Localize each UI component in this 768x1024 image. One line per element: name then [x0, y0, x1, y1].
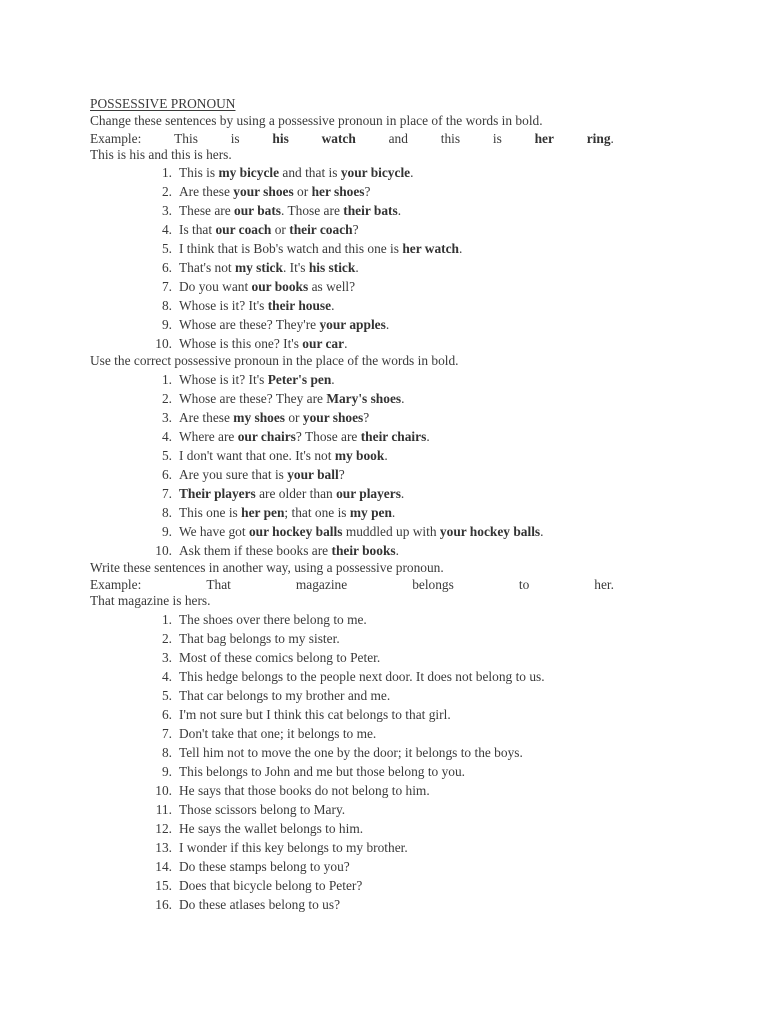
bold-phrase: my book [334, 447, 385, 463]
list-item [90, 315, 614, 334]
list-item [90, 800, 614, 819]
list-item [90, 667, 614, 686]
sentence-text: Are you sure that is [179, 466, 288, 482]
sentence-text: I wonder if this key belongs to my brother. [179, 839, 408, 855]
sentence-text: . [355, 260, 359, 275]
list-item [90, 389, 614, 408]
item-number: 1 . [140, 163, 172, 182]
item-number: 1 . [140, 370, 172, 389]
sentence-text: and that is [279, 165, 341, 180]
sentence-text: Are these [179, 409, 234, 425]
item-number: 3 . [140, 201, 172, 220]
bold-phrase: their books [331, 542, 396, 558]
sentence-text: Ask them if these books are [179, 542, 332, 558]
list-item [90, 781, 614, 800]
item-number: 2 . [140, 629, 172, 648]
bold-phrase: Peter's pen [267, 371, 332, 387]
list-item [90, 334, 614, 353]
sentence-text: . [400, 485, 405, 501]
example-word [587, 130, 614, 147]
bold-phrase: our players [336, 485, 401, 501]
example-word [519, 576, 529, 593]
sentence-text: I don't want that one. It's not [179, 447, 335, 463]
sentence-text: . [385, 317, 390, 332]
sentence-text: Are these [179, 184, 234, 199]
list-item [90, 629, 614, 648]
item-number: 7 . [140, 724, 172, 743]
sentence-text: Most of these comics belong to Peter. [179, 649, 381, 665]
item-number: 5 . [140, 686, 172, 705]
item-number: 13 . [140, 838, 172, 857]
sentence-text: muddled up with [342, 523, 440, 539]
plain-text: magazine [295, 577, 348, 592]
sentence-text: or [285, 409, 303, 425]
item-number: 5 . [140, 239, 172, 258]
sentence-text: ? [364, 184, 371, 199]
item-number: 6 . [140, 465, 172, 484]
sentence-text: . [395, 542, 399, 558]
sentence-text: . It's [282, 260, 309, 275]
item-number: 10 . [140, 781, 172, 800]
plain-text: is [492, 130, 502, 146]
sentence-text: He says that those books do not belong to him. [179, 782, 430, 798]
list-item [90, 277, 614, 296]
example-word [322, 130, 356, 147]
item-number: 9 . [140, 522, 172, 541]
list-item [90, 895, 614, 914]
list-item [90, 427, 614, 446]
item-number: 4 . [140, 220, 172, 239]
plain-text: belongs [412, 577, 454, 592]
bold-phrase: our car [302, 336, 345, 351]
list-item [90, 408, 614, 427]
bold-phrase: his stick [308, 260, 356, 275]
sentence-text: The shoes over there belong to me. [179, 611, 367, 627]
example-word [296, 576, 347, 593]
sentence-text: . [391, 504, 396, 520]
page-title: POSSESSIVE PRONOUN [90, 96, 236, 111]
sentence-text: ? [338, 466, 345, 482]
item-number: 3 . [140, 648, 172, 667]
section2-instruction: Use the correct possessive pronoun in the place of the words in bold. [90, 353, 459, 368]
list-item [90, 465, 614, 484]
bold-phrase: their coach [289, 222, 353, 237]
sentence-text: Does that bicycle belong to Peter? [179, 877, 363, 893]
list-item [90, 163, 614, 182]
sentence-text: That bag belongs to my sister. [179, 630, 340, 646]
item-number: 5 . [140, 446, 172, 465]
section2-list [90, 370, 614, 560]
list-item [90, 503, 614, 522]
list-item [90, 686, 614, 705]
bold-phrase: his [272, 130, 289, 146]
sentence-text: This hedge belongs to the people next door. It does not belong to us. [179, 668, 545, 684]
section1-example-answer: This is his and this is hers. [90, 146, 232, 162]
sentence-text: . [410, 165, 414, 180]
bold-phrase: our coach [215, 222, 272, 237]
sentence-text: Do you want [179, 279, 252, 294]
example-word [174, 130, 198, 147]
sentence-text: Whose are these? They're [179, 317, 320, 332]
item-number: 9 . [140, 762, 172, 781]
sentence-text: Whose is it? It's [179, 371, 268, 387]
worksheet-page [90, 94, 614, 914]
example-word [535, 130, 554, 147]
bold-phrase: my stick [234, 260, 283, 275]
section3-example [90, 576, 614, 593]
example-word [272, 130, 288, 147]
sentence-text: These are [179, 203, 235, 218]
item-number: 8 . [140, 296, 172, 315]
plain-text: Example: [90, 130, 142, 146]
item-number: 10 . [140, 334, 172, 353]
list-item [90, 819, 614, 838]
bold-phrase: their chairs [360, 428, 427, 444]
bold-phrase: our bats [234, 203, 282, 218]
plain-text: That [206, 577, 231, 592]
sentence-text: That's not [179, 260, 235, 275]
list-item [90, 258, 614, 277]
list-item [90, 239, 614, 258]
sentence-text: ? [352, 222, 359, 237]
item-number: 16 . [140, 895, 172, 914]
item-number: 6 . [140, 705, 172, 724]
sentence-text: are older than [255, 485, 337, 501]
bold-phrase: my bicycle [218, 165, 280, 180]
sentence-text: Those scissors belong to Mary. [179, 801, 346, 817]
item-number: 15 . [140, 876, 172, 895]
sentence-text: This one is [179, 504, 242, 520]
list-item [90, 182, 614, 201]
list-item [90, 296, 614, 315]
sentence-text: We have got [179, 523, 249, 539]
sentence-text: ; that one is [284, 504, 350, 520]
plain-text: this [440, 130, 461, 146]
example-word [412, 576, 454, 593]
bold-phrase: your shoes [233, 184, 294, 199]
bold-phrase: my pen [349, 504, 392, 520]
sentence-text: Do these atlases belong to us? [179, 896, 341, 912]
bold-phrase: their house [267, 298, 332, 313]
sentence-text: . [401, 390, 405, 406]
item-number: 8 . [140, 743, 172, 762]
list-item [90, 541, 614, 560]
example-word [493, 130, 502, 147]
bold-phrase: your hockey balls [439, 523, 541, 539]
example-word [231, 130, 240, 147]
item-number: 6 . [140, 258, 172, 277]
item-number: 4 . [140, 427, 172, 446]
sentence-text: ? Those are [295, 428, 361, 444]
sentence-text: I'm not sure but I think this cat belongs to that girl. [179, 706, 451, 722]
example-word [90, 130, 141, 147]
sentence-text: He says the wallet belongs to him. [179, 820, 364, 836]
example-word [594, 576, 614, 593]
sentence-text: Whose is it? It's [179, 298, 268, 313]
list-item [90, 838, 614, 857]
example-word [90, 576, 141, 593]
sentence-text: . [384, 447, 388, 463]
list-item [90, 220, 614, 239]
item-number: 11 . [140, 800, 172, 819]
list-item [90, 484, 614, 503]
list-item [90, 724, 614, 743]
bold-phrase: her shoes [311, 184, 365, 199]
sentence-text: This belongs to John and me but those belong to you. [179, 763, 466, 779]
list-item [90, 743, 614, 762]
section3-list [90, 610, 614, 914]
sentence-text: Tell him not to move the one by the door; it belongs to the boys. [179, 744, 523, 760]
plain-text: to [518, 577, 530, 592]
bold-phrase: their bats [343, 203, 398, 218]
bold-phrase: our chairs [237, 428, 296, 444]
sentence-text: or [293, 184, 312, 199]
plain-text: her. [594, 577, 614, 592]
sentence-text: Where are [179, 428, 238, 444]
sentence-text: . [397, 203, 402, 218]
item-number: 12 . [140, 819, 172, 838]
section3-example-answer: That magazine is hers. [90, 593, 211, 608]
sentence-text: . [344, 336, 348, 351]
list-item [90, 610, 614, 629]
bold-phrase: your bicycle [340, 165, 411, 180]
item-number: 7 . [140, 484, 172, 503]
item-number: 10 . [140, 541, 172, 560]
list-item [90, 522, 614, 541]
sentence-text: Whose is this one? It's [179, 336, 303, 351]
sentence-text: I think that is Bob's watch and this one is [179, 241, 403, 256]
punctuation: . [610, 130, 614, 146]
item-number: 4 . [140, 667, 172, 686]
bold-phrase: Mary's shoes [326, 390, 402, 406]
example-word [441, 130, 460, 147]
sentence-text: . [426, 428, 430, 444]
plain-text: and [388, 130, 408, 146]
item-number: 14 . [140, 857, 172, 876]
item-number: 2 . [140, 182, 172, 201]
sentence-text: . [540, 523, 544, 539]
bold-phrase: watch [321, 130, 356, 146]
list-item [90, 446, 614, 465]
list-item [90, 370, 614, 389]
list-item [90, 857, 614, 876]
item-number: 3 . [140, 408, 172, 427]
plain-text: Example: [90, 577, 142, 592]
item-number: 2 . [140, 389, 172, 408]
bold-phrase: your apples [319, 317, 386, 332]
bold-phrase: Their players [179, 485, 256, 501]
bold-phrase: her [534, 130, 554, 146]
sentence-text: or [271, 222, 290, 237]
sentence-text: as well? [308, 279, 356, 294]
item-number: 8 . [140, 503, 172, 522]
sentence-text: ? [363, 409, 370, 425]
section1-example [90, 130, 614, 147]
bold-phrase: our hockey balls [248, 523, 343, 539]
example-word [206, 576, 231, 593]
section1-list [90, 163, 614, 353]
sentence-text: That car belongs to my brother and me. [179, 687, 391, 703]
list-item [90, 705, 614, 724]
bold-phrase: ring [586, 130, 611, 146]
section3-instruction: Write these sentences in another way, using a possessive pronoun. [90, 559, 444, 575]
bold-phrase: your ball [287, 466, 339, 482]
bold-phrase: your shoes [302, 409, 364, 425]
plain-text: This [174, 130, 198, 146]
list-item [90, 648, 614, 667]
bold-phrase: her pen [241, 504, 285, 520]
item-number: 7 . [140, 277, 172, 296]
bold-phrase: my shoes [233, 409, 286, 425]
sentence-text: This is [179, 165, 219, 180]
item-number: 1 . [140, 610, 172, 629]
bold-phrase: her watch [402, 241, 459, 256]
list-item [90, 201, 614, 220]
sentence-text: . Those are [281, 203, 344, 218]
bold-phrase: our books [251, 279, 309, 294]
sentence-text: . [459, 241, 463, 256]
sentence-text: Is that [179, 222, 216, 237]
list-item [90, 876, 614, 895]
example-word [389, 130, 408, 147]
sentence-text: . [331, 371, 335, 387]
sentence-text: Do these stamps belong to you? [179, 858, 350, 874]
section1-instruction: Change these sentences by using a possessive pronoun in place of the words in bold. [90, 113, 543, 128]
list-item [90, 762, 614, 781]
sentence-text: Don't take that one; it belongs to me. [179, 725, 377, 741]
sentence-text: Whose are these? They are [179, 390, 327, 406]
item-number: 9 . [140, 315, 172, 334]
plain-text: is [230, 130, 240, 146]
sentence-text: . [331, 298, 335, 313]
